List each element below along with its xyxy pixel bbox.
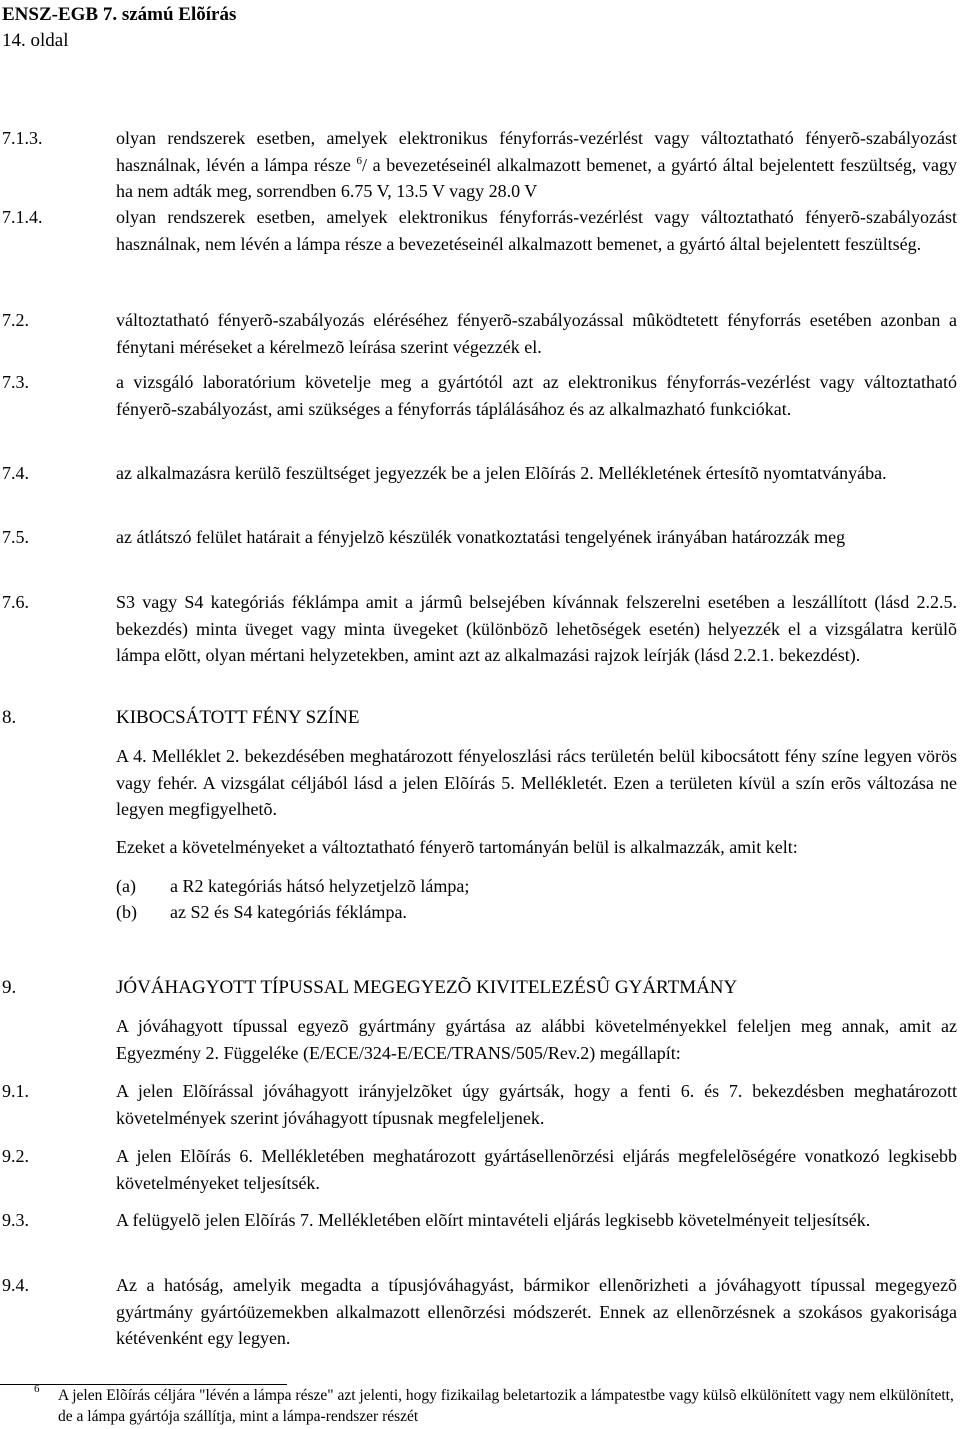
item-number: 7.1.3.: [2, 128, 43, 148]
document-title: ENSZ-EGB 7. számú Elõírás: [2, 4, 237, 25]
item-text: olyan rendszerek esetben, amelyek elektronikus fényforrás-vezérlést vagy változtatható fényerõ-szabályozást használnak, nem lévén a lámpa része a bevezetéseinél alkalmazott bemenet, a gyártó által bejelentett feszültség.: [116, 207, 957, 254]
item-text: S3 vagy S4 kategóriás féklámpa amit a jármû belsejében kívánnak felszerelni esetében a leszállított (lásd 2.2.5. bekezdés) minta üveget vagy minta üvegeket (különbözõ lehetõségek esetén) helyezzék el a vizsgálatra kerülõ lámpa elõtt, olyan mértani helyzetekben, amint azt az alkalmazási rajzok leírják (lásd 2.2.1. bekezdést).: [116, 592, 957, 665]
footnote-mark: 6: [34, 1383, 40, 1395]
item-text-part: olyan rendszerek esetben, amelyek elektronikus fényforrás-vezérlést vagy változtatható fényerõ-szabályozást használnak, lévén a lámpa része: [116, 128, 957, 175]
section-heading: JÓVÁHAGYOTT TÍPUSSAL MEGEGYEZÕ KIVITELEZÉSÛ GYÁRTMÁNY: [116, 977, 738, 998]
item-number: 7.6.: [2, 592, 29, 612]
item-number: 9.1.: [2, 1081, 29, 1101]
paragraph-text: A jóváhagyott típussal egyezõ gyártmány gyártása az alábbi követelményekkel feleljen meg annak, amit az Egyezmény 2. Függeléke (E/ECE/324-E/ECE/TRANS/505/Rev.2) megállapít:: [116, 1016, 957, 1063]
item-text: Az a hatóság, amelyik megadta a típusjóváhagyást, bármikor ellenõrizheti a jóváhagyott típussal megegyezõ gyártmány gyártóüzemekben alkalmazott ellenõrzési módszerét. Ennek az ellenõrzésnek a szokásos gyakorisága kétévenként egy legyen.: [116, 1275, 957, 1348]
item-number: 7.2.: [2, 310, 29, 330]
item-text: A felügyelõ jelen Elõírás 7. Mellékletében elõírt mintavételi eljárás legkisebb követelményeit teljesítsék.: [116, 1210, 871, 1230]
section-number: 8.: [2, 707, 17, 728]
footnote-ref: 6: [356, 154, 363, 167]
page-number: 14. oldal: [2, 30, 69, 51]
footnote-text: A jelen Elõírás céljára "lévén a lámpa része" azt jelenti, hogy fizikailag beletartozik a lámpatestbe vagy külsõ elkülönített vagy nem elkülönített, de a lámpa gyártója szállítja, mint a lámpa-rendszer részét: [58, 1387, 954, 1425]
document-header: [2, 2, 236, 54]
item-number: 9.3.: [2, 1210, 29, 1230]
item-text: az alkalmazásra kerülõ feszültséget jegyezzék be a jelen Elõírás 2. Mellékletének értesítõ nyomtatványába.: [116, 463, 887, 483]
item-text: A jelen Elõírás 6. Mellékletében meghatározott gyártásellenõrzési eljárás megfelelõségére vonatkozó legkisebb követelményeket teljesítsék.: [116, 1146, 957, 1193]
section-number: 9.: [2, 977, 17, 998]
item-number: 7.1.4.: [2, 207, 43, 227]
item-number: 9.2.: [2, 1146, 29, 1166]
item-number: 7.5.: [2, 527, 29, 547]
list-text: az S2 és S4 kategóriás féklámpa.: [170, 902, 407, 922]
item-number: 9.4.: [2, 1275, 29, 1295]
item-text: A jelen Elõírással jóváhagyott irányjelzõket úgy gyártsák, hogy a fenti 6. és 7. bekezdésben meghatározott követelmények szerint jóváhagyott típusnak megfeleljenek.: [116, 1081, 957, 1128]
list-label: (b): [116, 902, 137, 922]
item-text: [116, 125, 957, 205]
section-heading: KIBOCSÁTOTT FÉNY SZÍNE: [116, 707, 360, 728]
item-text: az átlátszó felület határait a fényjelzõ készülék vonatkoztatási tengelyének irányában határozzák meg: [116, 527, 846, 547]
paragraph-text: A 4. Melléklet 2. bekezdésében meghatározott fényeloszlási rács területén belül kibocsátott fény színe legyen vörös vagy fehér. A vizsgálat céljából lásd a jelen Elõírás 5. Mellékletét. Ezen a területen kívül a szín erõs változása ne legyen megfigyelhetõ.: [116, 746, 957, 819]
list-label: (a): [116, 876, 136, 896]
list-text: a R2 kategóriás hátsó helyzetjelzõ lámpa;: [170, 876, 470, 896]
item-number: 7.4.: [2, 463, 29, 483]
item-text: változtatható fényerõ-szabályozás eléréséhez fényerõ-szabályozással mûködtetett fényforrás esetében azonban a fénytani méréseket a kérelmezõ leírása szerint végezzék el.: [116, 310, 957, 357]
item-text: a vizsgáló laboratórium követelje meg a gyártótól azt az elektronikus fényforrás-vezérlést vagy változtatható fényerõ-szabályozást, ami szükséges a fényforrás táplálásához és az alkalmazható funkciókat.: [116, 372, 957, 419]
item-text-part: / a bevezetéseinél alkalmazott bemenet, a gyártó által bejelentett feszültség, vagy ha nem adták meg, sorrendben 6.75 V, 13.5 V vagy 28.0 V: [116, 154, 957, 201]
paragraph-text: Ezeket a követelményeket a változtatható fényerõ tartományán belül is alkalmazzák, amit kelt:: [116, 837, 798, 857]
item-number: 7.3.: [2, 372, 29, 392]
